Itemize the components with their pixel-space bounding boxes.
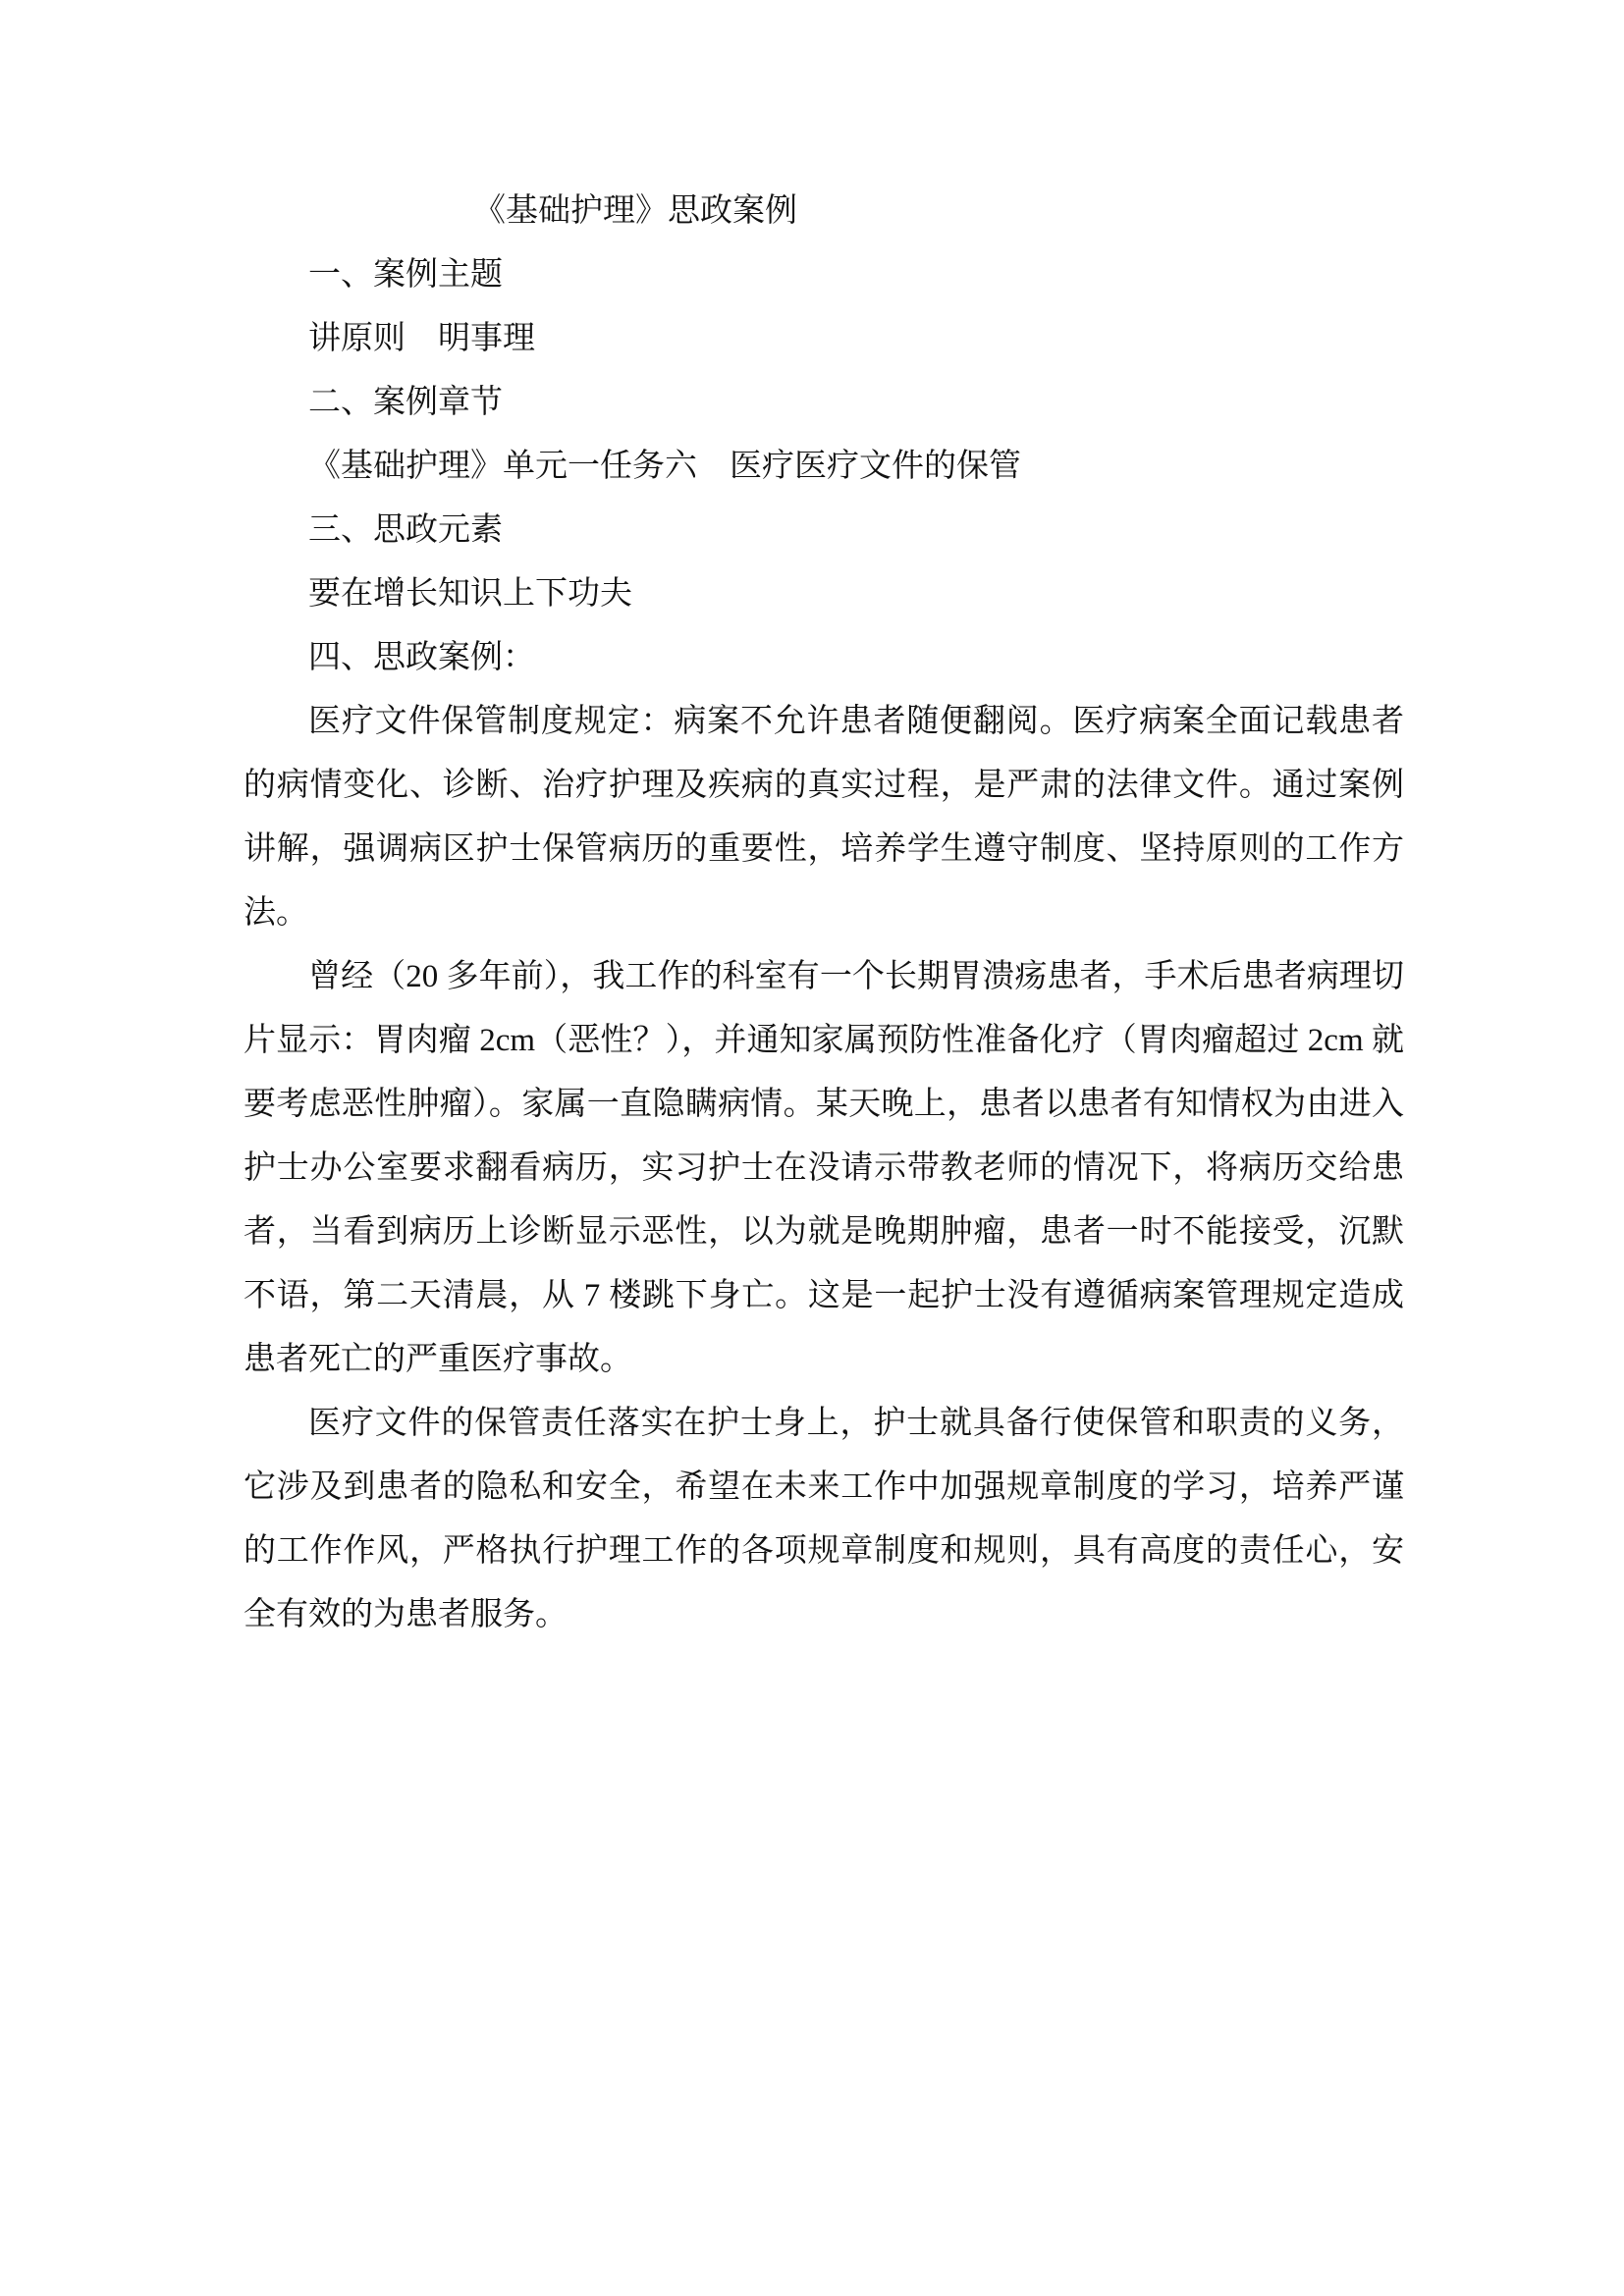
document-title: 《基础护理》思政案例 — [473, 193, 797, 229]
case-paragraph-1: 医疗文件保管制度规定：病案不允许患者随便翻阅。医疗病案全面记载患者的病情变化、诊断、治疗护理及疾病的真实过程，是严肃的法律文件。通过案例讲解，强调病区护士保管病历的重要性，培养学生遵守制度、坚持原则的工作方法。 — [244, 704, 1404, 931]
section-4-heading: 四、思政案例： — [308, 640, 535, 675]
section-2-heading: 二、案例章节 — [308, 385, 503, 420]
ideology-element-text: 要在增长知识上下功夫 — [308, 576, 632, 612]
case-paragraph-2: 曾经（20 多年前），我工作的科室有一个长期胃溃疡患者，手术后患者病理切片显示：胃肉瘤 2cm（恶性？），并通知家属预防性准备化疗（胃肉瘤超过 2cm 就要考虑恶性肿瘤）。家属一直隐瞒病情。某天晚上，患者以患者有知情权为由进入护士办公室要求翻看病历，实习护士在没请示带教老师的情况下，将病历交给患者，当看到病历上诊断显示恶性，以为就是晚期肿瘤，患者一时不能接受，沉默不语，第二天清晨，从 7 楼跳下身亡。这是一起护士没有遵循病案管理规定造成患者死亡的严重医疗事故。 — [244, 959, 1404, 1377]
section-3-heading: 三、思政元素 — [308, 512, 503, 548]
case-chapter-text: 《基础护理》单元一任务六 医疗医疗文件的保管 — [308, 449, 1021, 484]
section-1-heading: 一、案例主题 — [308, 257, 503, 293]
document-content — [244, 180, 1404, 1647]
case-theme-text: 讲原则 明事理 — [308, 321, 535, 356]
case-paragraph-3: 医疗文件的保管责任落实在护士身上，护士就具备行使保管和职责的义务，它涉及到患者的隐私和安全，希望在未来工作中加强规章制度的学习，培养严谨的工作作风，严格执行护理工作的各项规章制度和规则，具有高度的责任心，安全有效的为患者服务。 — [244, 1406, 1404, 1632]
